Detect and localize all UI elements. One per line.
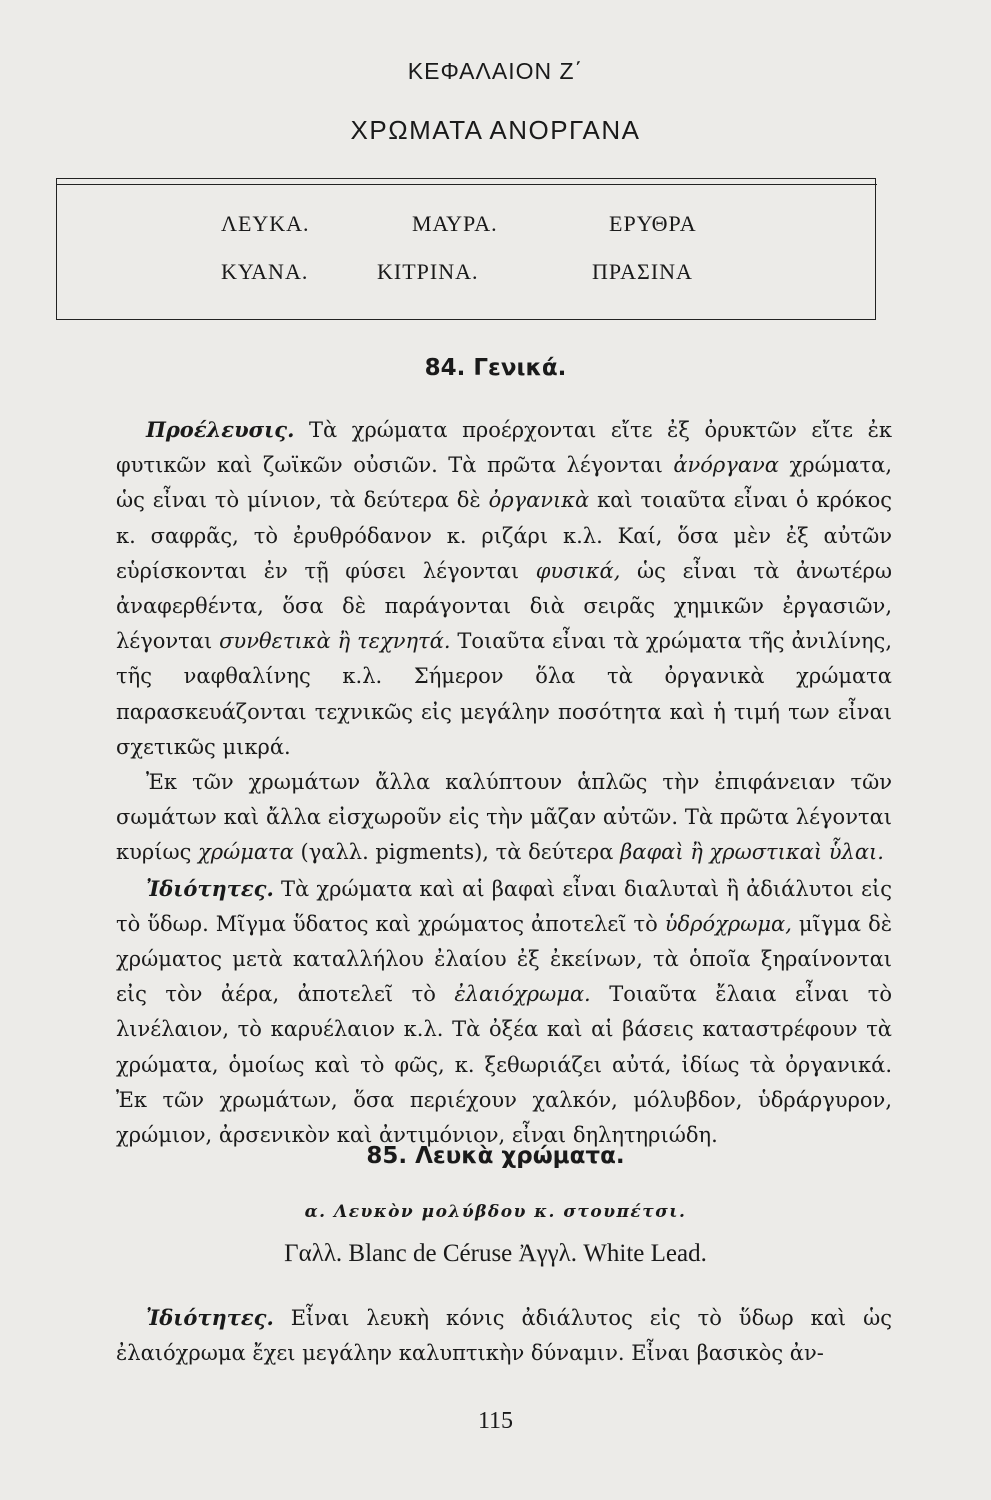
paragraph-text: Τοιαῦτα ἔλαια εἶναι τὸ λινέλαιον, τὸ καρυέλαιον κ.λ. Τὰ ὀξέα καὶ αἱ βάσεις καταστρέφουν τὰ χρώματα, ὁμοίως καὶ τὸ φῶς, κ. ξεθωριάζει αὐτά, ἰδίως τὰ ὀργανικά. Ἐκ τῶν χρωμάτων, ὅσα περιέχουν χαλκόν, μόλυβδον, ὑδράργυρον, χρώμιον, ἀρσενικὸν καὶ ἀντιμόνιον, εἶναι δηλητηριώδη. xyxy=(116,982,892,1148)
color-category-blue: ΚΥΑΝΑ. xyxy=(221,259,309,284)
paragraph-text: Τοιαῦτα εἶναι τὰ χρώματα τῆς ἀνιλίνης, τῆς ναφθαλίνης κ.λ. Σήμερον ὅλα τὰ ὀργανικὰ χρώματα παρασκευάζονται τεχνικῶς εἰς μεγάλην ποσότητα καὶ ἡ τιμή των εἶναι σχετικῶς μικρά. xyxy=(116,629,892,759)
emphasis-text: ὑδρόχρωμα, xyxy=(664,911,792,936)
page-number: 115 xyxy=(477,1408,514,1434)
emphasis-text: ἐλαιόχρωμα. xyxy=(454,982,591,1007)
paragraph-text: καὶ τοιαῦτα εἶναι ὁ κρόκος κ. σαφρᾶς, τὸ ἐρυθρόδανον κ. ριζάρι κ.λ. Καί, ὅσα μὲν ἐξ αὐτῶν εὑρίσκονται ἐν τῇ φύσει λέγονται xyxy=(116,488,892,583)
color-category-red: ΕΡΥΘΡΑ xyxy=(609,211,697,236)
emphasis-text: φυσικά, xyxy=(535,558,621,583)
paragraph-pigments xyxy=(116,765,892,871)
emphasis-text: ἀνόργανα xyxy=(673,453,779,478)
paragraph-text: Τὰ χρώματα καὶ αἱ βαφαὶ εἶναι διαλυταὶ ἢ ἀδιάλυτοι εἰς τὸ ὕδωρ. Μῖγμα ὕδατος καὶ χρώματος ἀποτελεῖ τὸ xyxy=(116,876,892,936)
color-categories-box xyxy=(56,178,876,320)
paragraph-origin xyxy=(116,412,892,765)
paragraph-text: μῖγμα δὲ χρώματος μετὰ καταλλήλου ἐλαίου ἐξ ἐκείνων, τὰ ὁποῖα ξηραίνονται εἰς τὸν ἀέρα, ἀποτελεῖ τὸ xyxy=(116,911,893,1007)
paragraph-properties xyxy=(116,871,892,1154)
paragraph-text: ὡς εἶναι τὰ ἀνωτέρω ἀναφερθέντα, ὅσα δὲ παράγονται διὰ σειρᾶς χημικῶν ἐργασιῶν, λέγονται xyxy=(116,558,893,654)
paragraph-text: χρώματα, ὡς εἶναι τὸ μίνιον, τὰ δεύτερα δὲ xyxy=(116,453,892,513)
paragraph-text: Ἐκ τῶν χρωμάτων ἄλλα καλύπτουν ἁπλῶς τὴν ἐπιφάνειαν τῶν σωμάτων καὶ ἄλλα εἰσχωροῦν εἰς τὴν μᾶζαν αὐτῶν. Τὰ πρῶτα λέγονται κυρίως xyxy=(116,770,892,865)
paragraph-lead: Προέλευσις. xyxy=(146,417,295,442)
foreign-names-line: Γαλλ. Blanc de Céruse Ἀγγλ. White Lead. xyxy=(284,1240,707,1267)
paragraph-lead: Ἰδιότητες. xyxy=(146,875,274,901)
paragraph-lead: Ἰδιότητες. xyxy=(146,1305,274,1330)
section-85-body xyxy=(116,1300,892,1371)
chapter-title: ΧΡΩΜΑΤΑ ΑΝΟΡΓΑΝΑ xyxy=(350,115,641,145)
color-category-yellow: ΚΙΤΡΙΝΑ. xyxy=(377,259,479,284)
section-85-heading: 85. Λευκὰ χρώματα. xyxy=(366,1143,625,1169)
paragraph-lead-white-properties xyxy=(116,1300,892,1371)
paragraph-text: Εἶναι λευκὴ κόνις ἀδιάλυτος εἰς τὸ ὕδωρ καὶ ὡς ἐλαιόχρωμα ἔχει μεγάλην καλυπτικὴν δύναμιν. Εἶναι βασικὸς ἀν- xyxy=(116,1306,892,1366)
emphasis-text: συνθετικὰ ἢ τεχνητά. xyxy=(219,629,451,654)
emphasis-text: χρώματα xyxy=(198,840,294,865)
emphasis-text: βαφαὶ ἢ χρωστικαὶ ὗλαι. xyxy=(620,840,884,865)
paragraph-text: (γαλλ. pigments), τὰ δεύτερα xyxy=(293,840,621,865)
color-category-green: ΠΡΑΣΙΝΑ xyxy=(592,259,693,284)
emphasis-text: ὀργανικὰ xyxy=(488,488,590,513)
section-84-body xyxy=(116,412,892,1153)
color-category-black: ΜΑΥΡΑ. xyxy=(412,211,498,236)
paragraph-text: Τὰ χρώματα προέρχονται εἴτε ἐξ ὀρυκτῶν εἴτε ἐκ φυτικῶν καὶ ζωϊκῶν οὐσιῶν. Τὰ πρῶτα λέγονται xyxy=(116,418,892,478)
section-84-heading: 84. Γενικά. xyxy=(424,355,567,381)
chapter-label: ΚΕΦΑΛΑΙΟΝ Ζ΄ xyxy=(407,58,584,84)
color-category-white: ΛΕΥΚΑ. xyxy=(221,211,310,236)
subsection-title: α. Λευκὸν μολύβδου κ. στουπέτσι. xyxy=(304,1202,687,1222)
